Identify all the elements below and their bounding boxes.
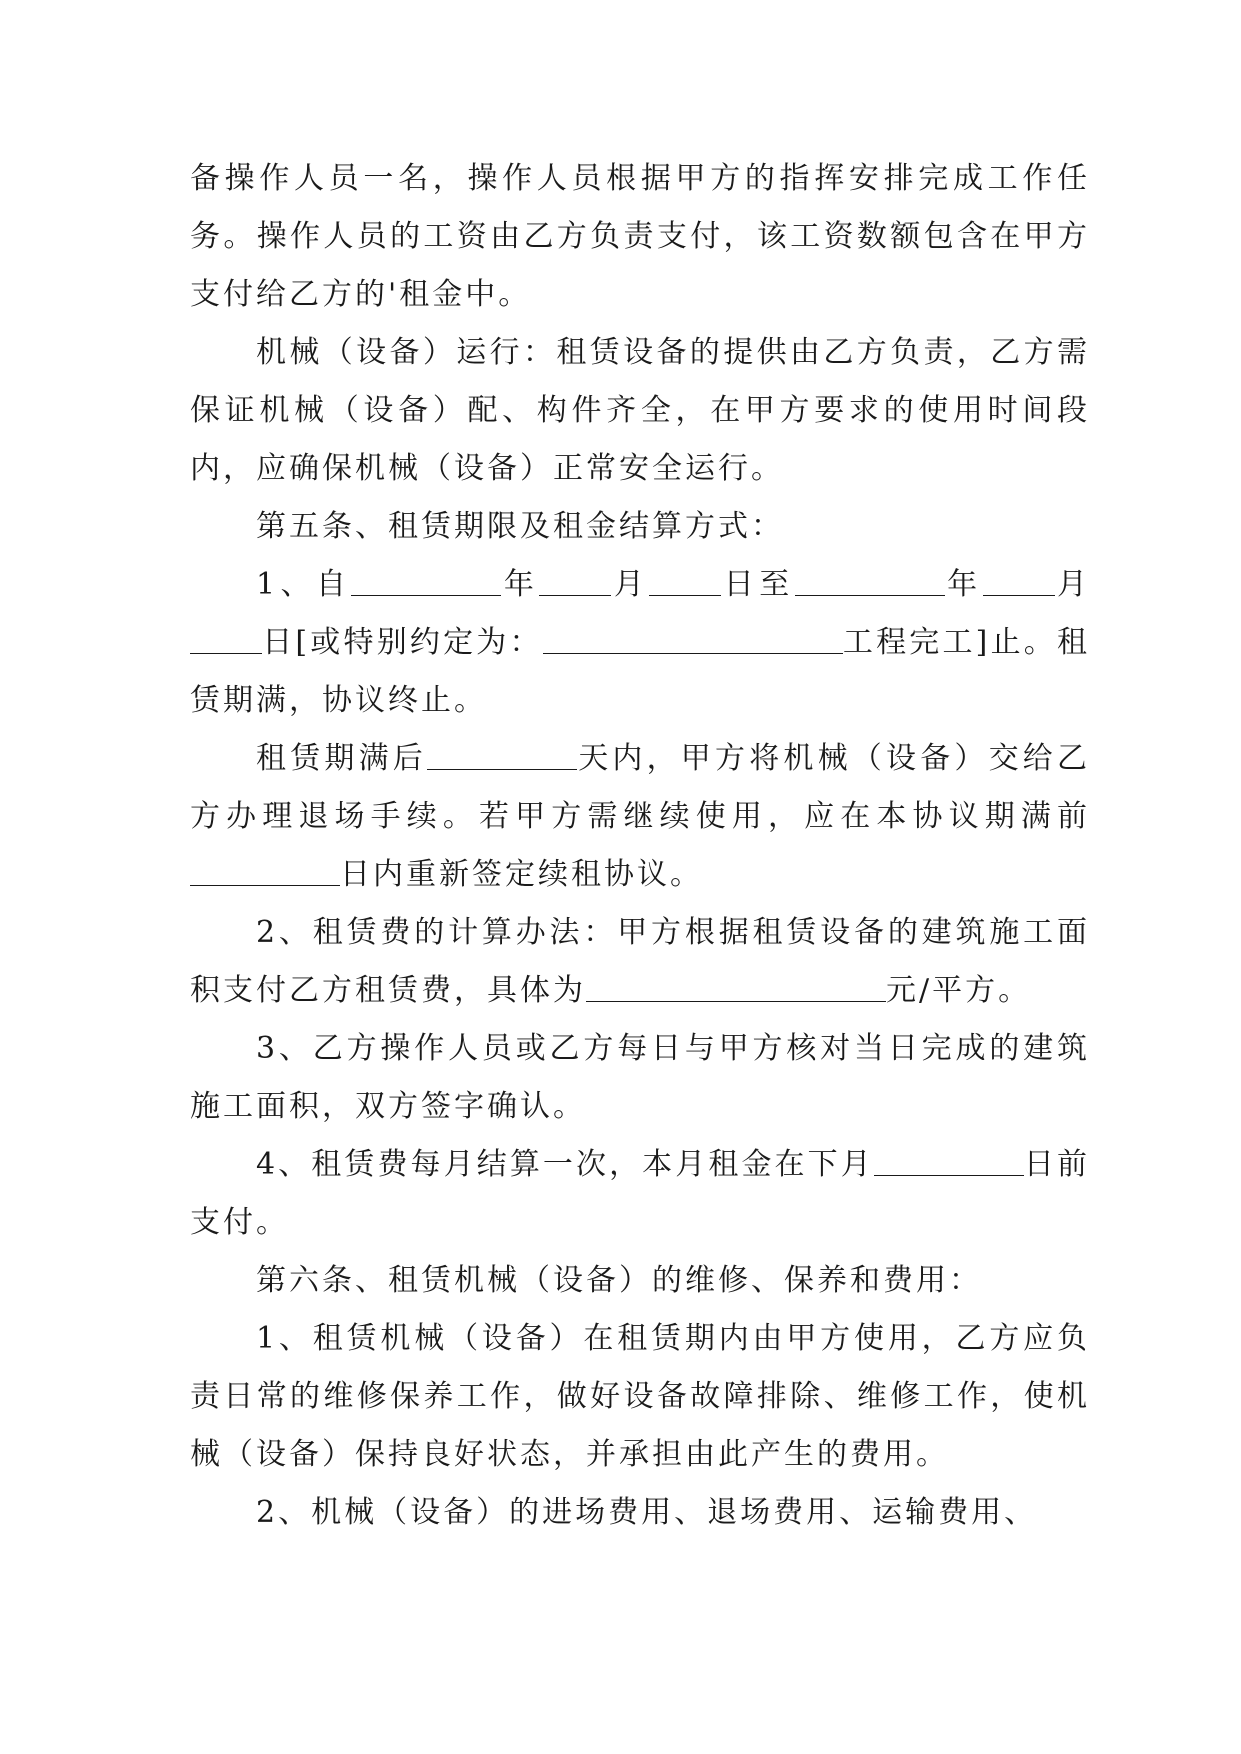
exit-text-2: 天内，甲方将机械（设备）交给乙方办理退场手续。若甲方需继续使用，应在本协议期满前 <box>190 741 1090 834</box>
lease-term-text-3: 月 <box>611 567 650 602</box>
unit-price-blank[interactable] <box>586 971 886 1002</box>
lease-term-text-6: 月 <box>1054 567 1091 602</box>
fee-text-2: 元/平方。 <box>886 973 1032 1008</box>
exit-text-1: 租赁期满后 <box>256 741 427 776</box>
lease-term-text-5: 年 <box>944 567 983 602</box>
paragraph-monthly-settlement <box>190 1136 1090 1252</box>
end-day-blank[interactable] <box>190 623 262 654</box>
paragraph-maintenance: 1、租赁机械（设备）在租赁期内由甲方使用，乙方应负责日常的维修保养工作，做好设备故障排除、维修工作，使机械（设备）保持良好状态，并承担由此产生的费用。 <box>190 1321 1090 1472</box>
paragraph-exit-procedure <box>190 730 1090 904</box>
lease-term-text-8: 工程完工]止。租赁期满，协议终止。 <box>190 625 1090 718</box>
lease-term-text-1: 1、自 <box>256 567 352 602</box>
settlement-text-1: 4、租赁费每月结算一次，本月租金在下月 <box>256 1147 874 1182</box>
lease-term-text-7: 日[或特别约定为： <box>262 625 543 660</box>
end-year-blank[interactable] <box>795 565 945 596</box>
start-year-blank[interactable] <box>351 565 501 596</box>
exit-text-3: 日内重新签定续租协议。 <box>340 857 703 892</box>
start-month-blank[interactable] <box>539 565 611 596</box>
end-month-blank[interactable] <box>983 565 1055 596</box>
paragraph-fee-calculation <box>190 904 1090 1020</box>
start-day-blank[interactable] <box>649 565 721 596</box>
payment-day-blank[interactable] <box>874 1145 1024 1176</box>
fee-text-1: 2、租赁费的计算办法：甲方根据租赁设备的建筑施工面积支付乙方租赁费，具体为 <box>190 915 1090 1008</box>
paragraph-daily-check: 3、乙方操作人员或乙方每日与甲方核对当日完成的建筑施工面积，双方签字确认。 <box>190 1031 1090 1124</box>
lease-term-text-4: 日至 <box>721 567 795 602</box>
paragraph-lease-term <box>190 556 1090 730</box>
settlement-text-2: 日前支付。 <box>190 1147 1090 1240</box>
renewal-days-blank[interactable] <box>190 855 340 886</box>
special-agreement-blank[interactable] <box>543 623 843 654</box>
section-heading-article-5: 第五条、租赁期限及租金结算方式： <box>256 509 784 544</box>
exit-days-blank[interactable] <box>427 739 577 770</box>
paragraph-operator-duty: 备操作人员一名，操作人员根据甲方的指挥安排完成工作任务。操作人员的工资由乙方负责支付，该工资数额包含在甲方支付给乙方的'租金中。 <box>190 161 1090 312</box>
paragraph-equipment-operation: 机械（设备）运行：租赁设备的提供由乙方负责，乙方需保证机械（设备）配、构件齐全，在甲方要求的使用时间段内，应确保机械（设备）正常安全运行。 <box>190 335 1090 486</box>
paragraph-transport-fees: 2、机械（设备）的进场费用、退场费用、运输费用、 <box>256 1495 1038 1530</box>
document-page <box>190 150 1090 1542</box>
section-heading-article-6: 第六条、租赁机械（设备）的维修、保养和费用： <box>256 1263 982 1298</box>
lease-term-text-2: 年 <box>501 567 540 602</box>
